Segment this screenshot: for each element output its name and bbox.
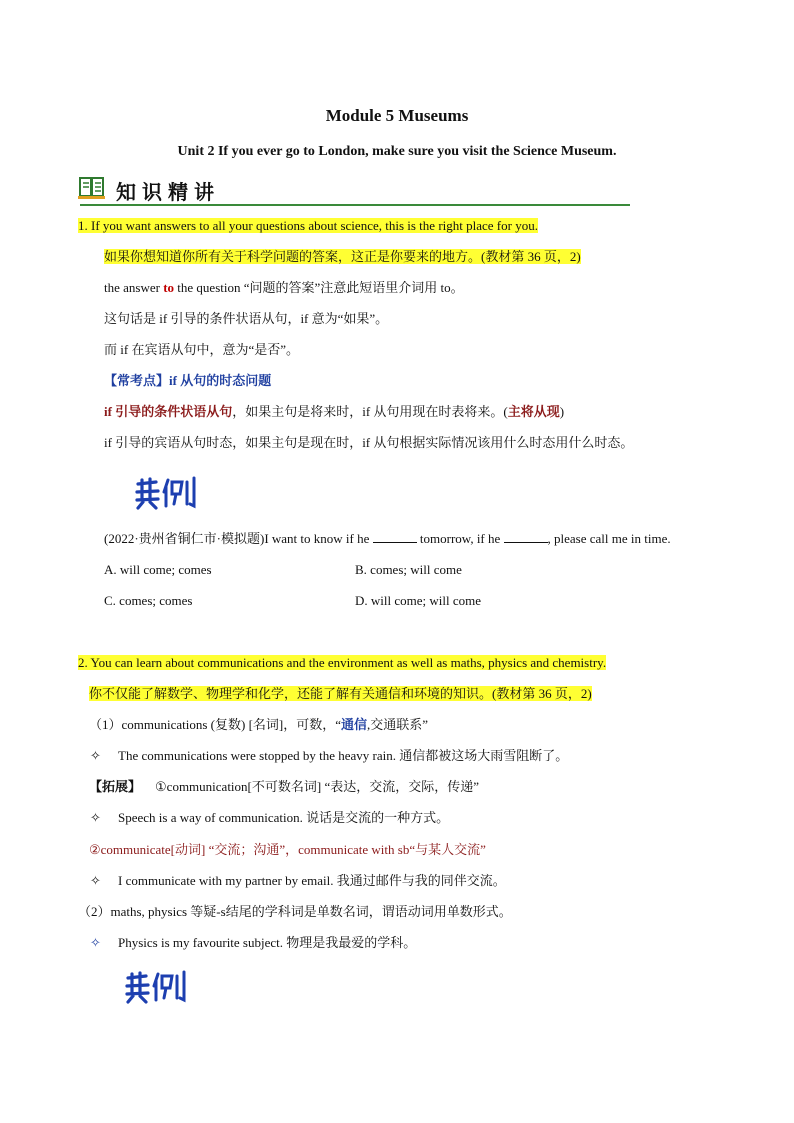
item2-example-3: ✧ I communicate with my partner by email. 我通过邮件与我的同伴交流。 xyxy=(90,873,506,888)
option-d[interactable]: D. will come; will come xyxy=(355,593,482,608)
example-logo xyxy=(134,474,206,515)
section-title: 知识精讲 xyxy=(116,180,220,204)
item2-example-2: ✧ Speech is a way of communication. 说话是交流的一种方式。 xyxy=(90,810,450,825)
example-question: (2022·贵州省铜仁市·模拟题)I want to know if he tomorrow, if he , please call me in time. xyxy=(104,531,671,546)
answer-blank-2[interactable] xyxy=(504,530,548,543)
item2-point-1: （1）communications (复数) [名词]，可数，“通信,交通联系” xyxy=(89,717,429,732)
option-b[interactable]: B. comes; will come xyxy=(355,562,462,577)
item2-example-1: ✧ The communications were stopped by the heavy rain. 通信都被这场大雨雪阻断了。 xyxy=(90,748,569,763)
item2-sentence: 2. You can learn about communications and the environment as well as maths, physics and chemistry. xyxy=(78,655,607,670)
page-title: Module 5 Museums xyxy=(325,106,469,125)
key-point-heading: 【常考点】if 从句的时态问题 xyxy=(104,373,272,388)
section-header xyxy=(78,175,220,206)
item2-expand-2: ②communicate[动词] “交流；沟通”，communicate with sb“与某人交流” xyxy=(89,842,486,857)
item1-sentence: 1. If you want answers to all your questions about science, this is the right place for you. xyxy=(78,218,538,233)
item1-note-answer-to: the answer to the question “问题的答案”注意此短语里介词用 to。 xyxy=(104,280,464,295)
item2-translation: 你不仅能了解数学、物理学和化学，还能了解有关通信和环境的知识。(教材第 36 页，2) xyxy=(89,686,592,701)
item2-example-4: ✧ Physics is my favourite subject. 物理是我最爱的学科。 xyxy=(90,935,417,950)
section-divider xyxy=(80,204,630,206)
diamond-bullet-icon: ✧ xyxy=(90,873,101,888)
rule-conditional: if 引导的条件状语从句，如果主句是将来时，if 从句用现在时表将来。(主将从现) xyxy=(104,404,565,419)
option-a[interactable]: A. will come; comes xyxy=(104,562,212,577)
item1-translation: 如果你想知道你所有关于科学问题的答案，这正是你要来的地方。(教材第 36 页，2) xyxy=(104,249,581,264)
rule-object-clause: if 引导的宾语从句时态，如果主句是现在时，if 从句根据实际情况该用什么时态用什么时态。 xyxy=(104,435,634,450)
item2-expand-1: 【拓展】 ①communication[不可数名词] “表达，交流，交际，传递” xyxy=(89,779,479,794)
example-logo-2 xyxy=(124,968,196,1009)
diamond-bullet-icon: ✧ xyxy=(90,748,101,763)
diamond-bullet-icon: ✧ xyxy=(90,935,101,950)
option-c[interactable]: C. comes; comes xyxy=(104,593,193,608)
item2-point-2: （2）maths, physics 等疑-s结尾的学科词是单数名词，谓语动词用单数形式。 xyxy=(78,904,512,919)
item1-note-if-condition: 这句话是 if 引导的条件状语从句，if 意为“如果”。 xyxy=(104,311,389,326)
item1-note-if-whether: 而 if 在宾语从句中，意为“是否”。 xyxy=(104,342,299,357)
answer-blank-1[interactable] xyxy=(373,530,417,543)
page-subtitle: Unit 2 If you ever go to London, make sure you visit the Science Museum. xyxy=(177,144,617,159)
diamond-bullet-icon: ✧ xyxy=(90,810,101,825)
book-icon xyxy=(78,175,106,206)
